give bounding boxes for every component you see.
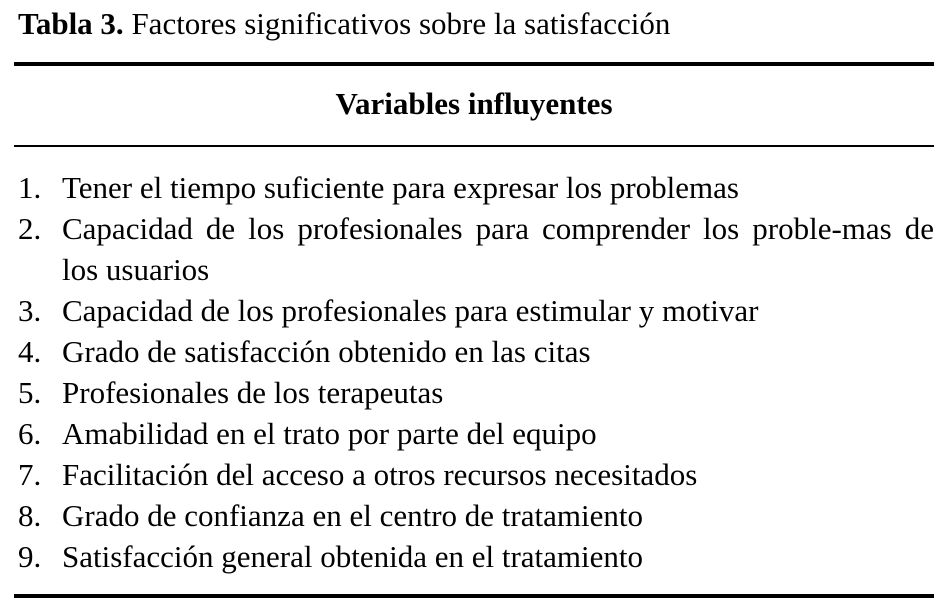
list-item [0,167,943,208]
list-item-number: 9. [18,539,42,574]
table-header: Variables influyentes [335,86,613,121]
list-item-text: Capacidad de los profesionales para estimular y motivar [62,293,759,328]
header-rule [14,145,934,147]
table-caption-label: Tabla 3. [18,6,124,41]
list-item [0,536,943,577]
list-item [0,290,943,331]
list-item [0,372,943,413]
list-item-text: Amabilidad en el trato por parte del equipo [62,416,597,451]
variables-list [0,167,943,577]
list-item-number: 2. [18,211,42,246]
list-item-number: 5. [18,375,42,410]
top-rule [14,62,934,66]
list-item [0,413,943,454]
list-item [0,208,943,290]
list-item-number: 8. [18,498,42,533]
list-item-text: Profesionales de los terapeutas [62,375,444,410]
list-item-text: Satisfacción general obtenida en el tratamiento [62,539,644,574]
table-caption [18,4,670,44]
list-item [0,495,943,536]
list-item-text: Grado de satisfacción obtenido en las citas [62,334,591,369]
list-item-text: Facilitación del acceso a otros recursos necesitados [62,457,698,492]
list-item [0,454,943,495]
list-item-text: Capacidad de los profesionales para comprender los proble-mas de los usuarios [62,211,934,287]
list-item-number: 3. [18,293,42,328]
list-item-number: 4. [18,334,42,369]
list-item-number: 7. [18,457,42,492]
table-caption-title: Factores significativos sobre la satisfacción [131,6,671,41]
list-item [0,331,943,372]
list-item-text: Grado de confianza en el centro de tratamiento [62,498,643,533]
list-item-number: 6. [18,416,42,451]
bottom-rule [14,594,934,598]
list-item-number: 1. [18,170,42,205]
list-item-text: Tener el tiempo suficiente para expresar los problemas [62,170,739,205]
